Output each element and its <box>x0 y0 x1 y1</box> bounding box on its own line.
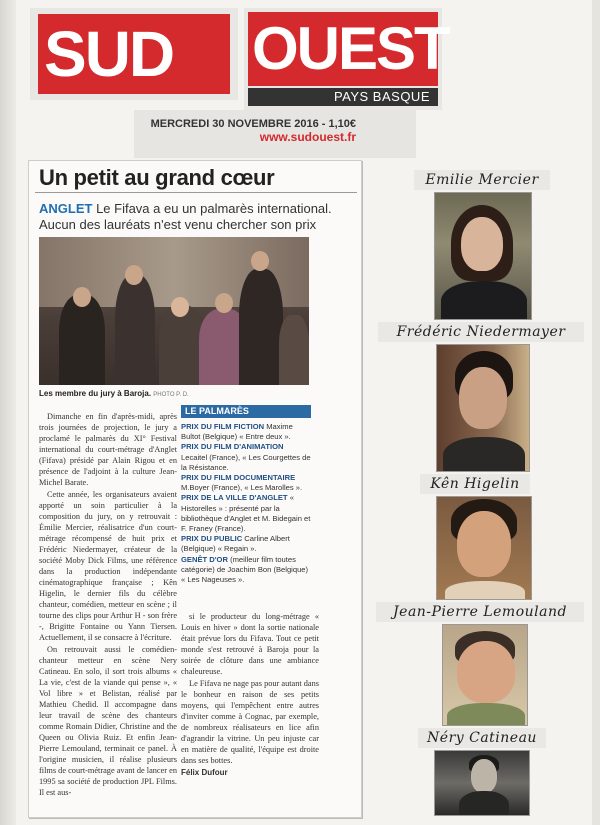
brand-sud-logo: SUD <box>38 14 230 94</box>
portrait-body <box>459 791 509 816</box>
photo-figure-head <box>171 297 189 317</box>
jury-name-label: Frédéric Niedermayer <box>378 322 584 342</box>
palmares-text: « Historelles » : présenté par la bibliothèque d'Anglet et M. Bidegain et F. Franey (France). <box>181 493 311 534</box>
palmares-text: Maxime Bultot (Belgique) « Entre deux ». <box>181 422 293 442</box>
portrait-ken-higelin <box>436 496 532 600</box>
palmares-text: Lecaitel (France), « Les Courgettes de la Résistance. <box>181 452 311 472</box>
brand-ouest-logo: OUEST <box>248 12 438 86</box>
portrait-nery-catineau <box>434 750 530 816</box>
portrait-body <box>447 703 525 726</box>
portrait-face <box>459 367 507 429</box>
portrait-body <box>445 581 525 600</box>
palmares-text: M.Boyer (France), « Les Marolles ». <box>181 483 303 493</box>
caption-text: Les membre du jury à Baroja. <box>39 389 152 398</box>
article-column-2 <box>181 611 319 811</box>
photo-figure <box>159 305 203 385</box>
article-paragraph: Cette année, les organisateurs avaient apporté un soin particulier à la composition du jury, on y retrouvait : Émilie Mercier, réalisatrice d'un court-métrage récompensé de huit prix et Frédéric Niedermayer, créateur de la société Moby Dick Films, une référence dans la production indépendante cinématographique française ; Kên Higelin, le dernier fils du célèbre chanteur, comédien, metteur en scène ; il tourne des clips pour Arthur H - son frère -, Brigitte Fontaine ou Yann Tiersen. Actuellement, il se consacre à l'écriture. <box>39 490 177 642</box>
article-lead <box>39 201 353 235</box>
lead-kicker: ANGLET <box>39 201 93 216</box>
jury-name-label: Néry Catineau <box>418 728 546 748</box>
portrait-face <box>461 217 503 271</box>
photo-figure <box>115 275 155 385</box>
portrait-body <box>441 281 527 320</box>
palmares-label: PRIX DU PUBLIC <box>181 534 243 544</box>
palmares-box <box>181 405 311 605</box>
article-column-1 <box>39 411 177 811</box>
portrait-emilie-mercier <box>434 192 532 320</box>
palmares-text: (meilleur film toutes catégorie) de Joachim Bon (Belgique) « Les Nageuses ». <box>181 554 309 585</box>
palmares-entry <box>181 442 311 473</box>
portrait-face <box>471 759 497 793</box>
palmares-label: PRIX DE LA VILLE D'ANGLET <box>181 493 288 503</box>
jury-name-label: Jean-Pierre Lemouland <box>376 602 584 622</box>
photo-figure <box>239 269 283 385</box>
photo-figure <box>59 295 105 385</box>
article-paragraph: On retrouvait aussi le comédien-chanteur metteur en scène Nery Catineau. En solo, il sort trois albums « La vie, c'est de la viande qui pense », « Vol libre » et Belistan, réalisé par Mathieu Chedid. Il accompagne dans leur travail de scène des chanteurs comme Romain Didier, Christine and the Queen ou Olivia Ruiz. Et enfin Jean-Pierre Lemouland, terminait ce panel. À l'origine musicien, il réalise plusieurs films de court-métrage avant de lancer en 1995 sa société de production JPL Films. Il est aus- <box>39 645 177 797</box>
palmares-label: PRIX DU FILM DOCUMENTAIRE <box>181 473 296 483</box>
article-paragraph: Dimanche en fin d'après-midi, après trois journées de projection, le jury a proclamé le palmarès du XI° Festival international du court-métrage d'Anglet (Fifava) présidé par Alain Rigou et en présence de l'adjoint à la culture Jean-Michel Barate. <box>39 412 177 487</box>
palmares-label: PRIX DU FILM D'ANIMATION <box>181 442 284 452</box>
masthead-sud-clipping <box>30 8 238 100</box>
palmares-entry <box>181 555 311 586</box>
palmares-title: LE PALMARÈS <box>181 405 311 418</box>
photo-figure-head <box>251 251 269 271</box>
article-paragraph: Le Fifava ne nage pas pour autant dans le bonheur en raison de ses petits moyens, qui l'empêchent entre autres d'inviter comme à Cognac, par exemple, de nombreux réalisateurs en lice afin d'agrandir la vitrine. Un peu injuste car en matière de qualité, l'équipe est droite dans ses bottes. <box>181 679 319 765</box>
masthead-ouest-clipping <box>244 8 449 110</box>
palmares-entry <box>181 493 311 534</box>
photo-figure-head <box>215 293 233 313</box>
photo-figure <box>279 315 309 385</box>
palmares-entry <box>181 473 311 493</box>
photo-figure-head <box>125 265 143 285</box>
palmares-label: PRIX DU FILM FICTION <box>181 422 265 431</box>
photo-figure-head <box>73 287 91 307</box>
page-edge <box>0 0 16 825</box>
lead-text: Le Fifava a eu un palmarès international. Aucun des lauréats n'est venu chercher son prix <box>39 201 332 232</box>
website: www.sudouest.fr <box>259 130 356 144</box>
portrait-frederic-niedermayer <box>436 344 530 472</box>
date-price: MERCREDI 30 NOVEMBRE 2016 - 1,10€ <box>150 118 356 130</box>
palmares-entry <box>181 534 311 554</box>
jury-name-label: Kên Higelin <box>420 474 530 494</box>
jury-group-photo <box>39 237 309 385</box>
article-headline: Un petit au grand cœur <box>35 163 357 193</box>
article-signature: Félix Dufour <box>181 768 228 777</box>
photo-credit: PHOTO P. D. <box>153 392 189 398</box>
photo-caption <box>39 389 319 403</box>
portrait-body <box>443 437 525 472</box>
article-paragraph: si le producteur du long-métrage « Louis en hiver » dont la sortie nationale était prévue lors du Fifava. Tout ce petit monde s'est retrouvé à Baroja pour la soirée de clôture dans une ambiance chaleureuse. <box>181 612 319 676</box>
portrait-face <box>457 641 515 703</box>
jury-name-label: Emilie Mercier <box>414 170 550 190</box>
page-edge-right <box>592 0 600 825</box>
edition-label: PAYS BASQUE <box>248 88 438 106</box>
palmares-label: GENÊT D'OR <box>181 554 228 564</box>
palmares-entry <box>181 422 311 442</box>
palmares-text: Carline Albert (Belgique) « Regain ». <box>181 534 290 554</box>
portrait-jean-pierre-lemouland <box>442 624 528 726</box>
portrait-face <box>457 511 511 577</box>
dateline-clipping <box>134 110 416 158</box>
article-clipping <box>28 160 362 818</box>
